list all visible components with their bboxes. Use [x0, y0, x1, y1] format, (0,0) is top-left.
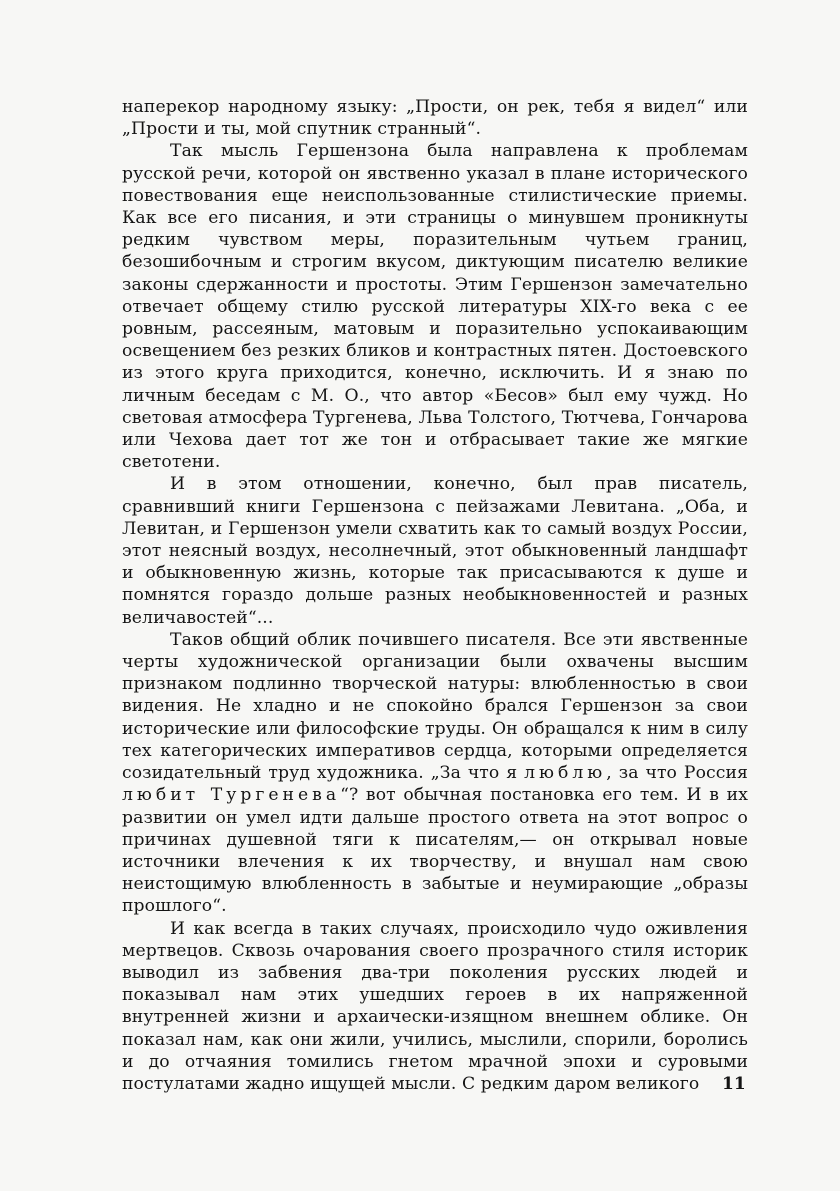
- paragraph-3: И в этом отношении, конечно, был прав писатель, сравнивший книги Гершензона с пейзажами Левитана. „Оба, и Левитан, и Гершензон умели схватить как то самый воздух России, этот неясный воздух, несолнечный, этот обыкновенный ландшафт и обыкновенную жизнь, которые так присасываются к душе и помнятся гораздо дольше разных необыкновенностей и разных величавостей“...: [122, 474, 748, 628]
- page-number: 11: [722, 1074, 746, 1094]
- emphasis-spaced-2: любит Тургенева: [122, 785, 341, 806]
- paragraph-5: И как всегда в таких случаях, происходило чудо оживления мертвецов. Сквозь очарования своего прозрачного стиля историк выводил из забвения два-три поколения русских людей и показывал нам этих ушедших героев в их напряженной внутренней жизни и архаически-изящном внешнем облике. Он показал нам, как они жили, учились, мыслили, спорили, боролись и до отчаяния томились гнетом мрачной эпохи и суровыми постулатами жадно ищущей мысли. С редким даром великого: [122, 918, 748, 1094]
- paragraph-4: [122, 629, 748, 918]
- paragraph-4-text-before: Таков общий облик почившего писателя. Все эти явственные черты художнической организации были охвачены высшим признаком подлинно творческой натуры: влюбленностью в свои видения. Не хладно и не спокойно брался Гершензон за свои исторические или философские труды. Он обращался к ним в силу тех категорических императивов сердца, которыми определяется созидательный труд художника. „За что я: [122, 629, 748, 784]
- emphasis-spaced-1: люблю: [524, 763, 607, 784]
- body-text: [122, 96, 748, 1095]
- paragraph-4-text-middle: , за что Россия: [606, 763, 748, 784]
- paragraph-1: наперекор народному языку: „Прости, он рек, тебя я видел“ или „Прости и ты, мой спутник странный“.: [122, 97, 748, 140]
- paragraph-4-text-after: “? вот обычная постановка его тем. И в их развитии он умел идти дальше простого ответа на этот вопрос о причинах душевной тяги к писателям,— он открывал новые источники влечения к их творчеству, и внушал нам свою неистощимую влюбленность в забытые и неумирающие „образы прошлого“.: [122, 785, 748, 917]
- paragraph-2: Так мысль Гершензона была направлена к проблемам русской речи, которой он явственно указал в плане исторического повествования еще неиспользованные стилистические приемы. Как все его писания, и эти страницы о минувшем проникнуты редким чувством меры, поразительным чутьем границ, безошибочным и строгим вкусом, диктующим писателю великие законы сдержанности и простоты. Этим Гершензон замечательно отвечает общему стилю русской литературы XIX-го века с ее ровным, рассеяным, матовым и поразительно успокаивающим освещением без резких бликов и контрастных пятен. Достоевского из этого круга приходится, конечно, исключить. И я знаю по личным беседам с М. О., что автор «Бесов» был ему чужд. Но световая атмосфера Тургенева, Льва Толстого, Тютчева, Гончарова или Чехова дает тот же тон и отбрасывает такие же мягкие светотени.: [122, 141, 748, 473]
